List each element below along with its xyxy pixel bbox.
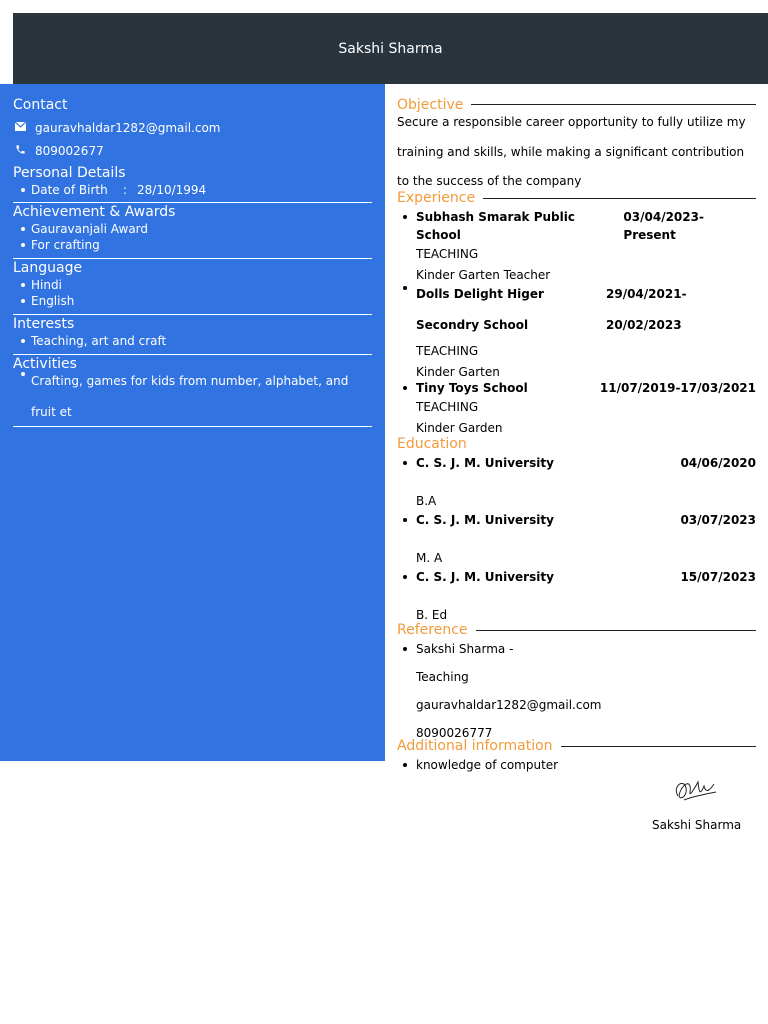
personal-details-list [13,182,372,198]
phone-icon [13,144,35,158]
list-item: For crafting [13,237,372,253]
list-item: English [13,293,372,309]
additional-title: Additional information [397,738,553,754]
reference-item [397,640,756,749]
list-item: Gauravanjali Award [13,221,372,237]
contact-email[interactable]: gauravhaldar1282@gmail.com [35,120,221,135]
achievements-list [13,221,372,253]
experience-detail: Kinder Garten [416,364,500,379]
list-item: Hindi [13,277,372,293]
experience-role: TEACHING [416,246,479,261]
education-date: 04/06/2020 [680,455,756,470]
contact-phone[interactable]: 809002677 [35,143,104,158]
education-degree: B.A [416,493,437,508]
interests-title: Interests [13,316,75,332]
dob-label: Date of Birth : [31,183,127,197]
language-title: Language [13,260,83,276]
experience-date: 29/04/2021-20/02/2023 [606,286,687,332]
experience-item [397,379,756,439]
experience-detail: Kinder Garten Teacher [416,267,551,282]
header-name: Sakshi Sharma [338,40,443,57]
experience-item [397,208,756,286]
experience-role: TEACHING [416,399,479,414]
section-rule [476,630,757,631]
signature-image [670,772,720,806]
contact-phone-row [13,139,372,162]
bullet [403,763,407,767]
education-item [397,454,756,511]
additional-text: knowledge of computer [416,757,559,772]
contact-title: Contact [13,97,68,113]
experience-item [397,279,756,383]
additional-item [397,756,756,774]
signature-name: Sakshi Sharma [652,818,742,832]
achievements-title: Achievement & Awards [13,204,176,220]
list-item: Teaching, art and craft [13,333,372,349]
experience-role: TEACHING [416,343,479,358]
language-list [13,277,372,309]
reference-role: Teaching [416,669,469,684]
experience-detail: Kinder Garden [416,420,503,435]
bullet [403,215,407,219]
resume-header [13,13,768,84]
education-degree: B. Ed [416,607,448,622]
activities-title: Activities [13,356,77,372]
main-content [397,95,756,774]
experience-org: Subhash Smarak Public School [416,209,575,242]
experience-title: Experience [397,190,476,206]
list-item: Crafting, games for kids from number, alphabet, and fruit et [13,366,372,428]
education-date: 15/07/2023 [680,569,756,584]
education-org: C. S. J. M. University [416,512,554,527]
education-org: C. S. J. M. University [416,455,554,470]
bullet [403,461,407,465]
experience-date: 03/04/2023-Present [623,209,704,242]
list-item [13,182,372,198]
education-title: Education [397,436,467,452]
objective-text: Secure a responsible career opportunity to fully utilize my training and skills, while making a significant contribution to the success of the company [397,115,746,188]
reference-name: Sakshi Sharma - [416,641,514,656]
education-item [397,568,756,625]
section-rule [471,104,756,105]
section-rule [483,198,756,199]
contact-email-row [13,116,372,139]
activities-list [13,366,372,428]
interests-list [13,333,372,349]
education-item [397,511,756,568]
bullet [403,386,407,390]
bullet [403,286,407,290]
education-date: 03/07/2023 [680,512,756,527]
objective-title: Objective [397,96,464,113]
sidebar [0,84,385,761]
dob-value: 28/10/1994 [137,183,207,197]
reference-title: Reference [397,622,468,638]
bullet [403,575,407,579]
experience-org: Tiny Toys School [416,380,528,395]
reference-email[interactable]: gauravhaldar1282@gmail.com [416,697,602,712]
experience-org: Dolls Delight Higer Secondry School [416,286,544,332]
education-degree: M. A [416,550,443,565]
bullet [403,647,407,651]
email-icon [13,122,35,134]
reference-phone[interactable]: 8090026777 [416,725,493,740]
education-org: C. S. J. M. University [416,569,554,584]
bullet [403,518,407,522]
experience-date: 11/07/2019-17/03/2021 [599,380,756,395]
personal-details-title: Personal Details [13,165,126,181]
